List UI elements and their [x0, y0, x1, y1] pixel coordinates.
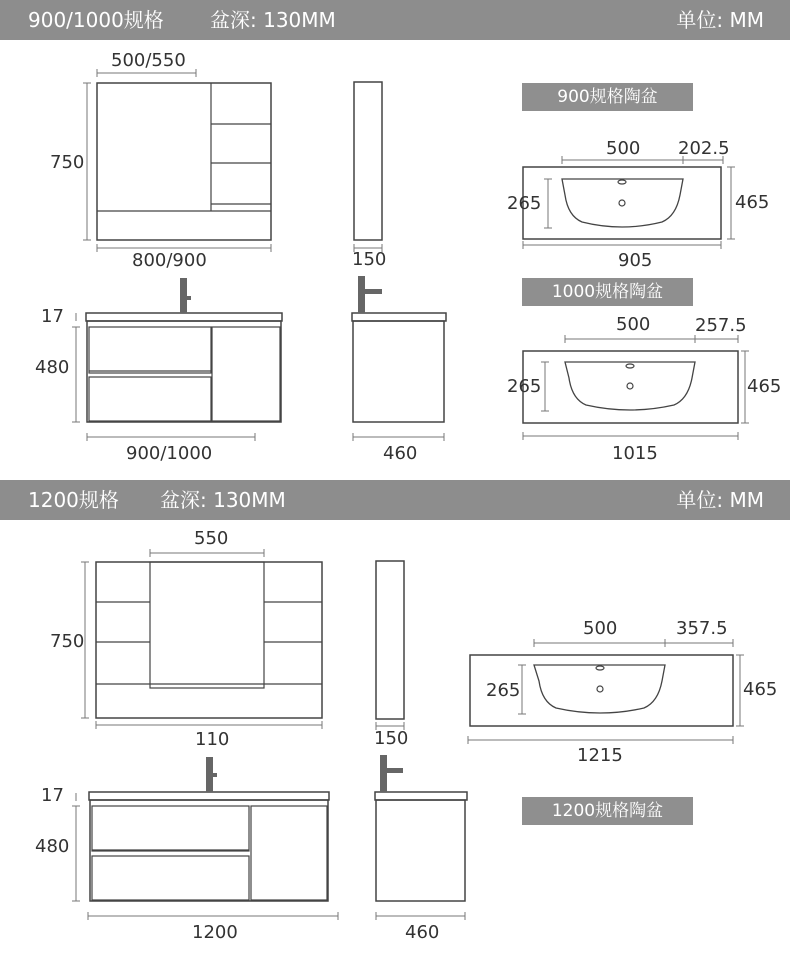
basin-900-side-label: 202.5: [678, 138, 730, 159]
spec-title: 900/1000规格: [28, 8, 164, 32]
countertop-thickness-label: 17: [41, 306, 64, 327]
basin-900-top-view: [523, 167, 721, 239]
basin-1000-total-width-label: 1015: [612, 443, 658, 464]
mirror-height-label: 750: [50, 631, 85, 652]
basin-900-total-depth-label: 465: [735, 192, 770, 213]
basin-1000-side-label: 257.5: [695, 315, 747, 336]
basin-1200-title: 1200规格陶盆: [522, 797, 693, 825]
basin-1200-total-width-label: 1215: [577, 745, 623, 766]
basin-depth: 盆深: 130MM: [160, 488, 286, 512]
basin-1200-bowl-label: 500: [583, 618, 618, 639]
unit-label: 单位: MM: [676, 488, 764, 512]
dimension-lines: [83, 69, 271, 252]
mirror-depth-label: 150: [352, 249, 387, 270]
mirror-depth-label: 150: [374, 728, 409, 749]
cabinet-width-label: 1200: [192, 922, 238, 943]
basin-1000-title: 1000规格陶盆: [522, 278, 693, 306]
basin-1000-top-view: [523, 351, 738, 423]
cabinet-height-label: 480: [35, 836, 70, 857]
cabinet-depth-label: 460: [383, 443, 418, 464]
vanity-1200-side: [375, 755, 467, 901]
basin-1000-total-depth-label: 465: [747, 376, 782, 397]
spec-title: 1200规格: [28, 488, 119, 512]
cabinet-depth-label: 460: [405, 922, 440, 943]
basin-1000-bowl-label: 500: [616, 314, 651, 335]
basin-1000-depth-label: 265: [507, 376, 542, 397]
basin-depth: 盆深: 130MM: [210, 8, 336, 32]
mirror-width-label: 800/900: [132, 250, 207, 271]
mirror-cabinet-side: [354, 82, 382, 240]
basin-900-depth-label: 265: [507, 193, 542, 214]
mirror-cabinet-front: [97, 83, 271, 240]
cabinet-height-label: 480: [35, 357, 70, 378]
mirror-cabinet-1200-front: [96, 562, 322, 718]
mirror-inner-width-label: 550: [194, 528, 229, 549]
mirror-cabinet-1200-side: [376, 561, 404, 719]
basin-900-total-width-label: 905: [618, 250, 653, 271]
mirror-height-label: 750: [50, 152, 85, 173]
mirror-width-label: 110: [195, 729, 230, 750]
mirror-inner-width-label: 500/550: [111, 50, 186, 71]
unit-label: 单位: MM: [676, 8, 764, 32]
countertop-thickness-label: 17: [41, 785, 64, 806]
basin-1200-total-depth-label: 465: [743, 679, 778, 700]
basin-900-title: 900规格陶盆: [522, 83, 693, 111]
basin-900-bowl-label: 500: [606, 138, 641, 159]
vanity-1200-front: [89, 757, 329, 901]
basin-1200-side-label: 357.5: [676, 618, 728, 639]
cabinet-width-label: 900/1000: [126, 443, 213, 464]
vanity-front: [86, 278, 282, 422]
basin-1200-depth-label: 265: [486, 680, 521, 701]
vanity-side: [352, 276, 446, 422]
